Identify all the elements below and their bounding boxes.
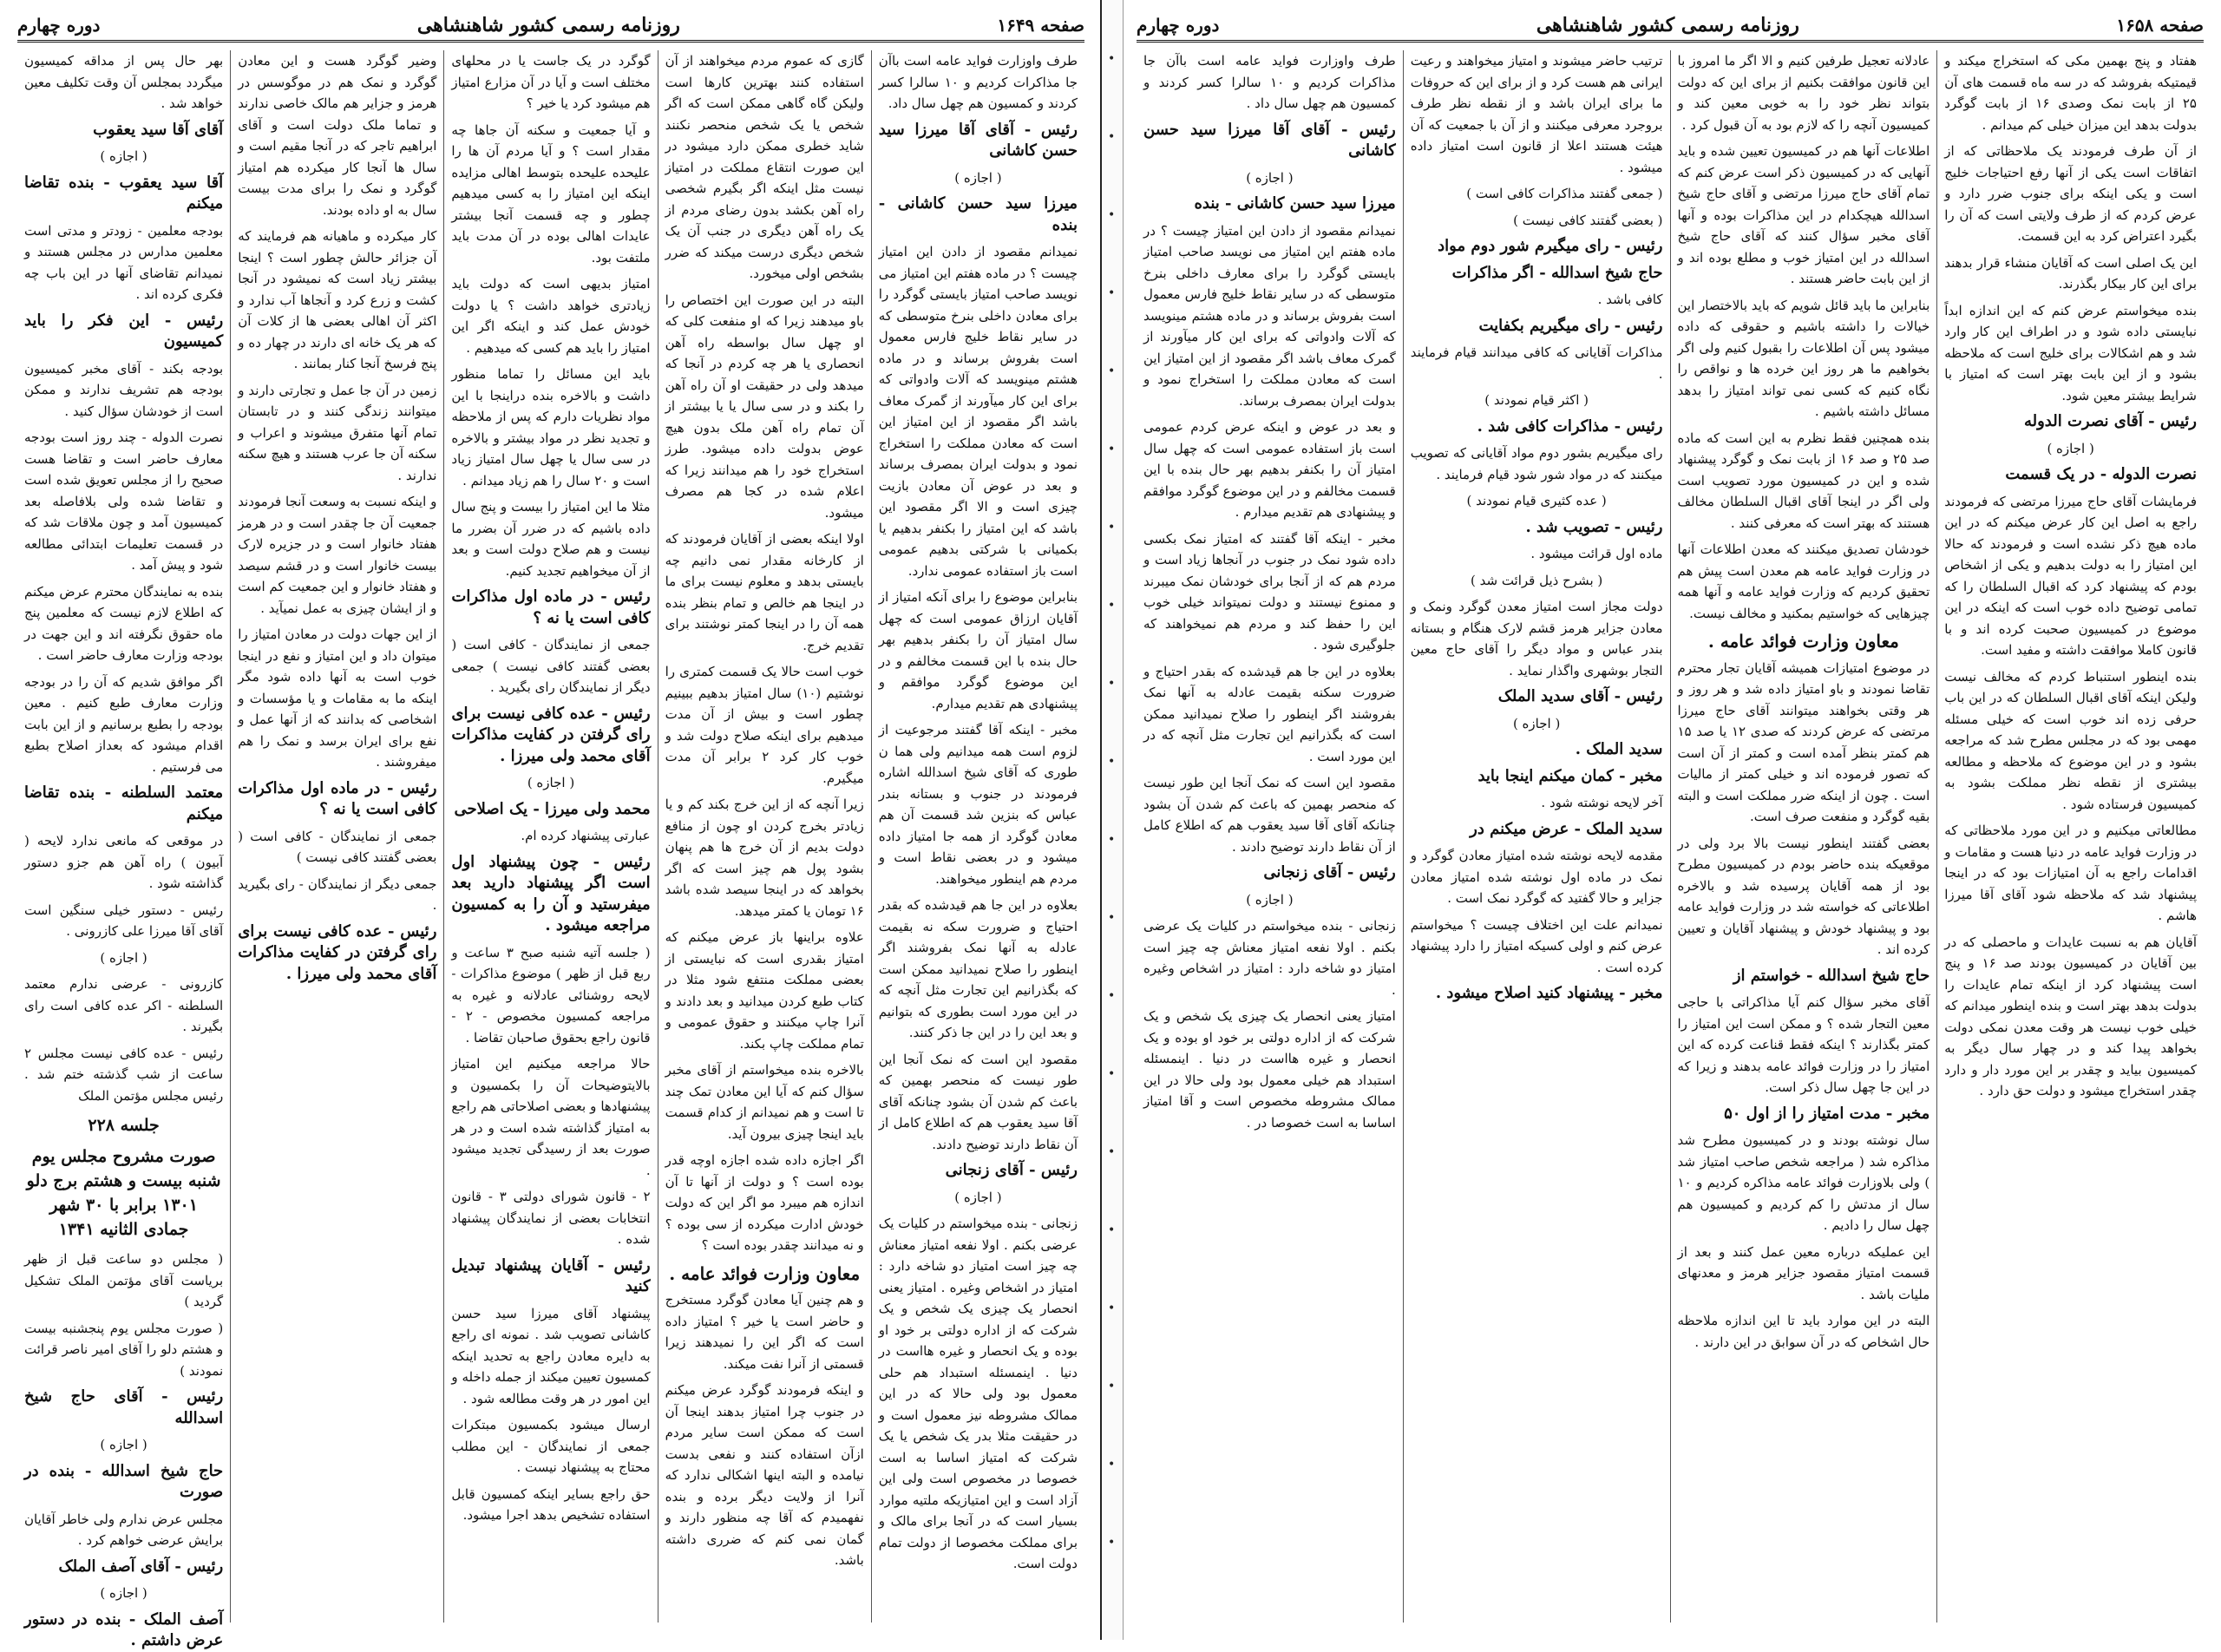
speaker-line: رئیس - تصویب شد . — [1525, 517, 1663, 536]
paragraph: طرف واوزارت فواید عامه است باآن جا مذاکرات کردیم و ۱۰ سالرا کسر کردند و کمسیون هم چهل سال داد . — [1143, 53, 1396, 111]
paragraph: بالاخره بنده میخواستم از آقای مخبر سؤال کنم که آیا این معادن تمک چند تا است و هم نمیدانم از کدام قسمت باید اینجا چیزی بیرون آید. — [665, 1062, 864, 1142]
speaker-line: میرزا سید حسن کاشانی - بنده — [878, 194, 1078, 234]
text-column — [1670, 50, 1937, 1622]
paragraph: ۲ - قانون شورای دولتی ۳ - قانون انتخابات بعضی از نمایندگان پیشنهاد شده . — [451, 1189, 651, 1247]
gutter-hole: • — [1108, 52, 1116, 66]
permission-note: ( اکثر قیام نمودند ) — [1484, 392, 1589, 408]
paragraph: کار میکرده و ماهیانه هم فرمایند که آن جزائر حالش چطور است ؟ اینجا بیشتر زیاد است که نمیشود در آنجا کشت و زرع کرد و آنجاها آب ندارد و اکثر آن اهالی بعضی ها از کلات آن که هر یک خانه ای دارند در چهار ده و پنج فرسخ آنجا کنار بمانند . — [238, 228, 437, 371]
paragraph: اولا اینکه بعضی از آقایان فرمودند که از کارخانه مقدار نمی دانیم چه بایستی بدهد و معلوم نیست برای ما در اینجا هم خالص و تمام بنظر بنده همه آن را در اینجا کمتر نوشتند برای تقدیم خرج. — [665, 531, 864, 653]
paragraph: عبارتی پیشنهاد کرده ام. — [521, 828, 651, 843]
paragraph: حق راجع بسایر اینکه کمسیون قابل استفاده تشخیص بدهد اجرا میشود. — [451, 1485, 651, 1523]
left-page-masthead: روزنامه رسمی کشور شاهنشاهی — [416, 14, 680, 36]
paragraph: آقای مخبر سؤال کنم آیا مذاکراتی با حاجی معین التجار شده ؟ و ممکن است این امتیاز را کمتر بگذارند ؟ اینکه فقط قناعت کرده که این امتیاز را در وزارت فوائد عامه بدهند و زیرا که در این جا چهل سال ذکر است. — [1677, 994, 1930, 1095]
paragraph: در موقعی که مانعی ندارد لایحه ( آبیون ) راه آهن هم جزو دستور گذاشته شود . — [23, 833, 224, 891]
speaker-line: محمد ولی میرزا - یک اصلاحی — [454, 799, 651, 818]
text-column — [230, 50, 443, 1622]
permission-note: ( اجازه ) — [100, 949, 147, 966]
speaker-line: مخبر - کمان میکنم اینجا باید — [1477, 766, 1663, 785]
paragraph: حالا مراجعه میکنیم این امتیاز بالایتوضیحات آن را بکمسیون و پیشنهادها و بعضی اصلاحاتی هم راجع به امتیاز گذاشته شده است و در هر صورت بعد از رسیدگی تجدید میشود . — [451, 1056, 651, 1178]
gutter-hole: • — [1108, 1380, 1116, 1393]
left-page — [0, 0, 1102, 1649]
paragraph: جمعی از نمایندگان - کافی است ( بعضی گفتند کافی نیست ) — [238, 828, 437, 865]
speaker-line: نصرت الدوله - در یک قسمت — [2005, 465, 2197, 483]
paragraph: امتیاز بدیهی است که دولت باید زیادتری خواهد داشت ؟ یا دولت خودش عمل کند و اینکه اگر این امتیاز را باید هم کسی که میدهیم . — [451, 276, 651, 356]
left-page-columns — [17, 50, 1084, 1649]
paragraph: نمیدانم مقصود از دادن این امتیاز چیست ؟ در ماده هفتم این امتیاز می نویسد صاحب امتیاز بایستی گوگرد را برای معادن داخلی بنرخ متوسطی که در سایر نقاط خلیج فارس معمول است بفروش برساند و در ماده هشتم مینویسد که آلات وادواتی که برای این کار میآورند از گمرک معاف باشد اگر مقصود از این امتیاز این است که معادن مملکت را استخراج نمود و بدولت ایران بمصرف برساند و بعد در عوض آن معادن بازیت چیزی است و الا اگر مقصود این باشد که این امتیاز را بکنفر بدهیم یا بکمیانی با شرکتی بدهیم عمومی است باز استفاده عمومی ندارد. — [878, 244, 1078, 579]
paragraph: بودجه معلمین - زودتر و مدتی است معلمین مدارس در مجلس هستند و نمیدانم تقاضای آنها در این باب چه فکری کرده اند . — [23, 222, 224, 302]
gutter-hole: • — [1108, 1458, 1116, 1472]
paragraph: بعلاوه در این جا هم قیدشده که بقدر احتیاج و ضرورت سکنه بقیمت عادله به آنها نمک بفروشند اگر اینطور را صلاح نمیدانید ممکن است که بگذرانیم این تجارت مثل آنچه که در این مورد است . — [1143, 663, 1396, 764]
gutter-hole: • — [1108, 442, 1116, 456]
paragraph: بنده میخواستم عرض کنم که این اندازه ابداً نبایستی داده شود و در اطراف این کار وارد شد و هم اشکالات برای خلیج است که ملاحظه بشود و از این بابت بهتر است که امتیاز با شرایط بیشتر معین شود. — [1944, 302, 2197, 403]
text-column — [1403, 50, 1670, 1622]
paragraph: بهر حال پس از مداقه کمیسیون میگردد بمجلس آن وقت تکلیف معین خواهد شد . — [23, 53, 224, 111]
paragraph: از این جهات دولت در معادن امتیاز را میتوان داد و این امتیاز و نفع در اینجا خوب است به آنها داده شود مگر اینکه ما به مقامات و یا مؤسسات و اشخاصی که بدانند که از آنها عمل و نفع برای ایران برسد و نمک را هم میفروشند . — [238, 626, 437, 770]
speaker-line: رئیس - آقای زنجانی — [1263, 863, 1396, 882]
paragraph: مقدمه لایحه نوشته شده امتیاز معادن گوگرد و نمک در ماده اول نوشته شده امتیاز معادن جزایر و حالا گفتید که گوگرد نمک است . — [1410, 848, 1663, 906]
permission-note: ( اجازه ) — [1512, 715, 1561, 731]
gutter-hole: • — [1108, 364, 1116, 378]
paragraph: رئیس - عده کافی نیست مجلس ۲ ساعت از شب گذشته ختم شد . رئیس مجلس مؤتمن الملک — [23, 1045, 224, 1104]
paragraph: بنده اینطور استنباط کردم که مخالف نیست ولیکن اینکه آقای اقبال السلطان که در این باب حرفی زده اند خوب است که خیلی مسئله مهمی بود که در مجلس مطرح شد که مراجعه بشود و در این موضوع که ملاحظه و مطالعه بیشتری از نقطه نظر مملکت بشود به کمیسیون فرستاده شود . — [1944, 668, 2197, 812]
paragraph: زمین در آن جا عمل و تجارتی دارند و میتوانند زندگی کنند و در تابستان تمام آنها متفرق میشوند و اعراب و سکنه آن جا عرب هستند و هیچ سکنه ندارند . — [238, 382, 437, 483]
paragraph: مخبر - اینکه آقا گفتند مرجوعیت از لزوم است همه میدانیم ولی هما ن طوری که آقای شیخ اسدالله اشاره فرمودند در جنوب و بستانه بندر عباس که بنزین شد قسمت آن هم معادن گوگرد از همه جا امتیاز داده میشود و در بعضی نقاط است و مردم هم اینطور میخواهند. — [878, 722, 1078, 887]
right-page-masthead: روزنامه رسمی کشور شاهنشاهی — [1536, 14, 1799, 36]
section-heading: معاون وزارت فوائد عامه . — [669, 1262, 861, 1284]
paragraph: طرف واوزارت فواید عامه است باآن جا مذاکرات کردیم و ۱۰ سالرا کسر کردند و کمسیون هم چهل سال داد. — [878, 53, 1078, 111]
gutter-hole: • — [1108, 1301, 1116, 1315]
paragraph: مثلا ما این امتیاز را بیست و پنج سال داده باشیم که در ضرر آن بضرر ما نیست و هم صلاح دولت است و بعد از آن میخواهیم تجدید کنیم. — [451, 499, 651, 579]
paragraph: مقصود این است که نمک آنجا این طور نیست که منحصر بهمین که باعث کم شدن آن بشود چنانکه آقای آقا سید یعقوب هم که اطلاع کامل از آن نقاط دارند توضیح دادند . — [1143, 775, 1396, 855]
permission-note: ( اجازه ) — [954, 169, 1002, 186]
left-page-number: صفحه ۱۶۴۹ — [997, 15, 1084, 36]
speaker-line: رئیس - رای میگیریم بکفایت — [1478, 316, 1663, 335]
paragraph: ماده اول قرائت میشود . — [1530, 546, 1663, 561]
permission-note: ( عده کثیری قیام نمودند ) — [1466, 493, 1607, 508]
permission-note: ( اجازه ) — [2047, 440, 2094, 456]
speaker-line: رئیس - آقای آقا میرزا سید حسن کاشانی — [1143, 120, 1396, 160]
paragraph: فرمایشات آقای حاج میرزا مرتضی که فرمودند راجع به اصل این کار عرض میکنم که در این ماده هیچ ذکر نشده است و فرمودند که حالا این امتیاز را به دولت بدهیم و یکی از اشخاص بودم که پیشنهاد کرد که اقبال السلطان را که تمامی توضیح داده خوب است که اینکه در این موضوع در کمیسیون صحبت کرده اند و با قانون کاملا موافقت داشته و مفید است. — [1944, 493, 2197, 658]
gutter-hole: • — [1108, 677, 1116, 691]
paragraph: بعلاوه در این جا هم قیدشده که بقدر احتیاج و ضرورت سکه نه بقیمت عادله به آنها نمک بفروشند اگر اینطور را صلاح نمیدانید ممکن است که بگذرانیم این تجارت مثل آنچه که در این مورد است بطوری که بتوانیم و بعد این را در این جا ذکر کنند. — [878, 897, 1078, 1040]
paragraph: بعضی گفتند اینطور نیست بالا برد ولی در موقعیکه بنده حاضر بودم در کمیسیون مطرح بود از همه آقایان پرسیده شد و بالاخره اطلاعاتی که خواسته شد در وزارت فواید عامه بود و پیشنهاد خودش و پیشنهاد آقایان و تعیین کرده اند . — [1677, 835, 1930, 957]
speaker-line: رئیس - آقای حاج شیخ اسدالله — [23, 1387, 224, 1427]
paragraph: اگر موافق شدیم که آن را در بودجه وزارت معارف طبع کنیم . معین بودجه را بطبع برسانیم و از این بابت اقدام میشود که بعداز اصلاح بطبع می فرستیم . — [23, 673, 224, 775]
paragraph: این عملیکه درباره معین عمل کنند و بعد از قسمت امتیاز مقصود جزایر هرمز و معدنهای ملیات باشد . — [1677, 1243, 1930, 1302]
paragraph: اطلاعات آنها هم در کمیسیون تعیین شده و باید آنهایی که در کمیسیون ذکر است عرض کنم که تمام آقای حاج میرزا مرتضی و آقای حاج شیخ اسدالله هیچکدام در این مذاکرات بوده و آنها آقای مخبر سؤال کنند که آقای حاج شیخ اسدالله در این امتیاز خوب و مطلع بوده اند و از این بابت حاضر هستند . — [1677, 143, 1930, 286]
paragraph: ( صورت مجلس یوم پنجشنبه بیست و هشتم دلو را آقای امیر ناصر قرائت نمودند ) — [23, 1320, 224, 1379]
speaker-line: مخبر - پیشنهاد کنید اصلاح میشود . — [1435, 984, 1663, 1002]
paragraph: رئیس - دستور خیلی سنگین است آقای آقا میرزا علی کازرونی . — [23, 901, 224, 939]
speaker-line: رئیس - آقای سدید الملک — [1497, 687, 1663, 705]
text-column — [658, 50, 871, 1622]
speaker-line: رئیس - رای میگیرم شور دوم مواد — [1438, 237, 1663, 255]
paragraph: نمیدانم مقصود از دادن این امتیاز چیست ؟ در ماده هفتم این امتیاز می نویسد صاحب امتیاز بایستی گوگرد را برای معارف داخلی بنرخ متوسطی که در سایر نقاط خلیج فارس معمول است بفروش برساند و در ماده هشتم مینویسد که آلات وادواتی که برای این کار میآورند از گمرک معاف باشد اگر مقصود از این امتیاز این است که معادن مملکت را استخراج نمود و بدولت ایران بمصرف برساند. — [1143, 222, 1396, 409]
text-column — [17, 50, 230, 1649]
paragraph: کازرونی - عرضی ندارم معتمد السلطنه - اکر عده کافی است رای بگیرند . — [23, 976, 224, 1034]
left-page-period: دوره چهارم — [17, 15, 101, 36]
speaker-line: رئیس - عده کافی نیست برای رای گرفتن در کفایت مذاکرات آقای محمد ولی میرزا . — [451, 704, 651, 765]
paragraph: ( جمعی گفتند مذاکرات کافی است ) — [1466, 186, 1663, 201]
speaker-line: آقای آقا سید یعقوب — [93, 120, 224, 139]
paragraph: هفتاد و پنج بهمین مکی که استخراج میکند و قیمتیکه بفروشد که در سه ماه قسمت های آن ۲۵ از بابت نمک وصدی ۱۶ از بابت گوگرد بدولت بدهد این میزان خیلی کم میدانم . — [1944, 53, 2197, 133]
paragraph: در موضوع امتیازات همیشه آقایان تجار محترم تقاضا نمودند و باو امتیاز داده شد و هر روز و هر وقتی بخواهند میتوانند آقای حاج میرزا مرتضی که عرض کردند که صدی ۱۲ یا صد ۱۵ هم کمتر بنظر آمده است و کمتر از آن است که تصور فرموده اند و خیلی کمتر از مالیات است . چون از اینکه ضرر مملکت است و البته بقیه گوگرد و منفعت صرف است. — [1677, 659, 1930, 824]
speaker-line: آصف الملک - بنده در دستور عرض داشتم . — [23, 1609, 224, 1649]
permission-note: ( اجازه ) — [100, 148, 147, 164]
paragraph: آخر لایحه نوشته شود . — [1541, 795, 1663, 810]
paragraph: سال نوشته بودند و در کمیسیون مطرح شد مذاکره شد ( مراجعه شخص صاحب امتیاز شد ) ولی بلاوزارت فوائد عامه مذاکره کردیم و ۱۰ سال از مدتش را کم کردیم و کمیسیون هم چهل سال را دادیم . — [1677, 1132, 1930, 1233]
paragraph: وضیر گوگرد هست و این معادن گوگرد و نمک هم در موگوسس در هرمز و جزایر هم مالک خاصی ندارند و تماما ملک دولت است و آقای ابراهیم تاجر که در آنجا مقیم است و سال ها آنجا کار میکرده هم امتیاز گوگرد و نمک را برای مدت بیست سال به او داده بودند. — [238, 53, 437, 218]
paragraph: ( مجلس دو ساعت قبل از ظهر بریاست آقای مؤتمن الملک تشکیل گردید ) — [23, 1251, 224, 1309]
gutter-hole: • — [1108, 833, 1116, 847]
speaker-line: معتمد السلطنه - بنده تقاضا میکنم — [23, 783, 224, 823]
gutter-hole: • — [1108, 911, 1116, 925]
speaker-line: رئیس - چون پیشنهاد اول است اگر پیشنهاد دارید بعد میفرستید و آن را به کمسیون مراجعه میشود . — [451, 852, 651, 934]
paragraph: و اینکه نسبت به وسعت آنجا فرمودند جمعیت آن جا چقدر است و در هرمز هفتاد خانوار است و در جزیره لارک بیست خانوار است و در قشم سیصد و هفتاد خانوار و این جمعیت کم است و از ایشان چیزی به عمل نمیآید . — [238, 494, 437, 616]
permission-note: ( اجازه ) — [1246, 891, 1294, 908]
paragraph: این یک اصلی است که آقایان منشاء قرار بدهند برای این کار بیکار بگذرند. — [1944, 254, 2197, 292]
paragraph: ( جلسه آتیه شنبه صبح ۳ ساعت و ربع قبل از ظهر ) موضوع مذاکرات - لایحه روشنائی عادلانه و غیره به مراجعه کمسیون مخصوص - ۲ - قانون راجع بحقوق صاحبان تقاضا . — [451, 944, 651, 1046]
paragraph: امتیاز یعنی انحصار یک چیزی یک شخص و یک شرکت که از اداره دولتی بر خود او بوده و یک انحصار و غیره هااست در دنیا . اینمسئله استبداد هم خیلی معمول بود ولی حالا در این ممالک مشروطه مخصوص است و آقا امتیاز اساسا به است خصوصا در . — [1143, 1008, 1396, 1131]
speaker-line: رئیس - عده کافی نیست برای رای گرفتن در کفایت مذاکرات آقای محمد ولی میرزا . — [238, 921, 437, 983]
paragraph: زیرا آنچه که از این خرج بکند کم و یا زیادتر بخرج کردن او چون از منافع دولت بدیم از آن خرج ها هم پنهان بشود پول هم چیز است که اگر بخواهد که در اینجا سیصد شده باشد ۱۶ تومان یا کمتر میدهد. — [665, 796, 864, 919]
paragraph: زنجانی - بنده میخواستم در کلیات یک عرضی بکنم . اولا نفعه امتیاز معناش چه چیز است امتیاز دو شاخه دارد : امتیاز در اشخاص وغیره . — [1143, 918, 1396, 998]
paragraph: بودجه بکند - آقای مخبر کمیسیون بودجه هم تشریف ندارند و ممکن است از خودشان سؤال کنید . — [23, 360, 224, 419]
paragraph: دولت مجاز است امتیاز معدن گوگرد ونمک و معادن جزایر هرمز قشم لارک هنگام و بستانه بندر عباس و مواد دیگر را آقای حاج معین التجار بوشهری واگذار نماید . — [1410, 599, 1663, 678]
speaker-line: رئیس - آقای آصف الملک — [58, 1557, 224, 1576]
permission-note: ( اجازه ) — [527, 775, 575, 790]
paragraph: بنده همچنین فقط نظرم به این است که ماده صد ۲۵ و صد ۱۶ از بابت نمک و گوگرد پیشنهاد شده و این در کمیسیون مورد تصویب است ولی اگر در اینجا آقای اقبال السلطان مخالف هستند که بهتر است که معرفی کنند . — [1677, 429, 1930, 531]
permission-note: ( اجازه ) — [1246, 169, 1294, 186]
speaker-line: رئیس - آقای آقا میرزا سید حسن کاشانی — [878, 120, 1078, 160]
paragraph: پیشنهاد آقای میرزا سید حسن کاشانی تصویب شد . نمونه ای راجع به دایره معادن راجع به تحدید اینکه کمسیون تعیین میکند از جمله داخله و این امور در هر وقت مطالعه شود . — [451, 1305, 651, 1406]
paragraph: خودشان تصدیق میکنند که معدن اطلاعات آنها در وزارت فواید عامه هم معدن است پیش هم تحقیق کردیم که وزارت فواید عامه و آنها همه چیزهایی که خواستیم بمکنید و مخالف نیست. — [1677, 541, 1930, 621]
speaker-line: رئیس - مذاکرات کافی شد . — [1477, 416, 1663, 436]
right-page — [1119, 0, 2221, 1640]
paragraph: خوب است حالا یک قسمت کمتری را نوشتیم (۱۰) سال امتیاز بدهیم ببینیم چطور است و بیش از آن مدت میدهیم برای اینکه صلاح دولت شد و خوب کار کرد ۲ برابر آن مدت میگیرم. — [665, 664, 864, 786]
permission-note: ( بشرح ذیل قرائت شد ) — [1471, 572, 1603, 588]
paragraph: و هم چنین آیا معادن گوگرد مستخرج و حاضر است یا خیر ؟ امتیاز داده است که اگر این را نمیدهند زیرا قسمتی از آنرا نفت میکند. — [665, 1292, 864, 1372]
gutter-hole: • — [1108, 1536, 1116, 1550]
text-column — [871, 50, 1084, 1622]
paragraph: باید این مسائل را تماما منظور داشت و بالاخره بنده دراینجا با این مواد نظریات دارم که پس از ملاحظه و تجدید نظر در مواد بیشتر و بالاخره در سی سال یا چهل سال امتیاز زیاد است و ۲۰ سال را هم زیاد میدانم . — [451, 366, 651, 488]
paragraph: علاوه براینها باز عرض میکنم که امتیاز بقدری است که نبایستی از بعضی مملکت منتفع شود مثلا در کتاب طبع کردن میدانید و بعد دادند و آنرا چاپ میکنند و حقوق عمومی و تمام مملکت چاپ بکند. — [665, 929, 864, 1052]
paragraph: کافی باشد . — [1597, 292, 1663, 307]
speaker-line: رئیس - آقای زنجانی — [945, 1161, 1078, 1179]
paragraph: گوگرد در یک جاست یا در محلهای مختلف است و آیا در آن مزارع امتیاز هم میشود کرد یا خیر ؟ — [451, 53, 651, 111]
paragraph: اگر اجازه داده شده اجازه اوچه قدر بوده است ؟ و دولت از آنها تا آن اندازه هم میبرد مو اگر این که دولت خودش ادارت میکرده از سی بوده ؟ و نه میدانند چقدر بوده است ؟ — [665, 1152, 864, 1253]
gutter-hole: • — [1108, 599, 1116, 613]
paragraph: زنجانی - بنده میخواستم در کلیات یک عرضی بکنم . اولا نفعه امتیاز معناش چه چیز است امتیاز دو شاخه دارد : امتیاز در اشخاص وغیره . امتیاز یعنی انحصار یک چیزی یک شخص و یک شرکت که از اداره دولتی بر خود او بوده و یک انحصار و غیره هااست در دنیا . اینمسئله استبداد هم حلی معمول بود ولی حالا که در این ممالک مشروطه نیز معمول است و در حقیقت مثلا بدر یک شخص یا یک شرکت که امتیاز اساسا به است خصوصا در مخصوص است ولی این آزاد است و این امتیازیکه ملتیه موارد بسیار است که در آنجا برای مالک و برای مملکت مخصوصا از دولت تمام دولت است. — [878, 1216, 1078, 1571]
paragraph: نمیدانم علت این اختلاف چیست ؟ میخواستم عرض کنم و اولی کسیکه امتیاز را دارد پیشنهاد کرده است . — [1410, 916, 1663, 975]
paragraph: البته در این صورت این اختصاص را باو میدهند زیرا که او منفعت کلی که او چهل سال بواسطه راه آهن انحصاری یا هر چه کردم در آنجا که میدهد ولی در حقیقت او آن راه آهن را بکند و در سی سال یا یا بیشتر از آن تمام راه آهن ملک بدون هیچ عوض بدولت داده میشود. طرز استخراج خود را هم میدانند زیرا که اعلام شده در کجا هم مصرف میشود. — [665, 292, 864, 521]
paragraph: از آن طرف فرمودند یک ملاحظاتی که از اتفاقات است یکی از آنها رفع احتیاجات خلیج است و یکی اینکه برای جنوب ضرر دارد و عرض کردم که از طرف ولایتی است که آن را بگیرد اعتراض کرد به این قسمت. — [1944, 143, 2197, 244]
left-page-header — [17, 10, 1084, 43]
paragraph: رای میگیریم بشور دوم مواد آقایانی که تصویب میکنند که در مواد شور شود قیام فرمایند . — [1410, 445, 1663, 482]
gutter-hole: • — [1108, 286, 1116, 300]
paragraph: و اینکه فرمودند گوگرد عرض میکنم در جنوب چرا امتیاز بدهند اینجا آن است که ممکن است سایر مردم ازآن استفاده کنند و نفعی بدست نیامده و البته اینها اشکالی ندارد که آنرا از ولایت دیگر برده و بنده نفهمیدم که آقا چه منظور دارند و گمان نمی کنم که ضرری داشته باشد. — [665, 1382, 864, 1568]
gutter-hole: • — [1108, 208, 1116, 222]
gutter-hole: • — [1108, 989, 1116, 1003]
paragraph: ( بعضی گفتند کافی نیست ) — [1513, 212, 1663, 228]
speaker-line: حاج شیخ اسدالله - خواستم از — [1733, 966, 1930, 985]
paragraph: جمعی دیگر از نمایندگان - رای بگیرید . — [238, 875, 437, 913]
text-column — [1936, 50, 2204, 1622]
speaker-line: رئیس - این فکر را باید کمیسیون — [23, 311, 224, 351]
speaker-line: رئیس - در ماده اول مذاکرات کافی است یا نه ؟ — [238, 778, 437, 818]
paragraph: بنده به نمایندگان محترم عرض میکنم که اطلاع لازم نیست که معلمین پنج ماه حقوق نگرفته اند و این جهت در بودجه وزارت معارف حاضر است . — [23, 583, 224, 663]
gutter-hole: • — [1108, 521, 1116, 534]
paragraph: مخبر - اینکه آقا گفتند که امتیاز نمک بکسی داده شود نمک در جنوب در آنجاها زیاد است و مردم هم که از آنجا برای خودشان نمک میبرند و ممنوع نیستند و دولت نمیتواند خیلی خوب این را حفظ کند و مردم هم نمیخواهند که جلوگیری شود . — [1143, 530, 1396, 652]
text-column — [443, 50, 657, 1622]
paragraph: ترتیب حاضر میشوند و امتیاز میخواهند و رعیت ایرانی هم هست کرد و از برای این که حروفات ما برای ایران باشد و از نقطه نظر طرف بروجرد معرفی میکنند و از آن با جمعیت که آن هیئت هستند اعلا از قانون است امتیاز داده میشود . — [1410, 53, 1663, 175]
section-heading: معاون وزارت فوائد عامه . — [1707, 631, 1899, 652]
paragraph: عادلانه تعجیل طرفین کنیم و الا اگر ما امروز با این قانون موافقت بکنیم از برای این که دولت بتواند نظر خود را به خوبی معین کند و کمیسیون آنچه را که لازم بود به آن قبول کرد . — [1677, 53, 1930, 133]
paragraph: البته در این موارد باید تا این اندازه ملاحظه حال اشخاص که در آن سوابق در این دارند . — [1677, 1313, 1930, 1350]
right-page-number: صفحه ۱۶۵۸ — [2116, 15, 2204, 36]
gutter-hole: • — [1108, 755, 1116, 769]
paragraph: آقایان هم به نسبت عایدات و ماحصلی که در بین آقایان در کمیسیون بودند صد ۱۶ و پنج است پیشنهاد کرد از اینکه تمام عایدات را بدولت بدهد بهتر است و بنده اینطور میدانم که خیلی خوب نیست هر وقت معدن نمکی دولت بخواهد پیدا کند و در چهار سال دیگر به کمیسیون بیاید و چقدر بر این مورد دار و دارد چقدر استخراج میشود و دولت حق دارد . — [1944, 934, 2197, 1098]
speaker-line: سدید الملک . — [1575, 740, 1663, 758]
speaker-line: میرزا سید حسن کاشانی - بنده — [1194, 194, 1396, 213]
paragraph: نصرت الدوله - چند روز است بودجه معارف حاضر است و تقاضا هست صحیح را از مجلس تعویق شده است و تقاضا شده ولی بلافاصله بعد کمیسیون آمد و چون ملاقات شد که در قسمت تعلیمات ابتدائی مطالعه شود و پیش آمد . — [23, 429, 224, 573]
paragraph: مطالعاتی میکنیم و در این مورد ملاحظاتی که در وزارت فواید عامه در دنیا هست و مقامات و اقدامات راجع به آن امتیازات بود که در اینجا پیشنهاد شد که ملاحظه شود آقای آقا میرزا هاشم . — [1944, 823, 2197, 923]
session-heading: صورت مشروح مجلس یوم شنبه بیست و هشتم برج دلو ۱۳۰۱ برابر با ۳۰ شهر جمادی الثانیه ۱۳۴۱ — [26, 1147, 221, 1239]
gutter-hole: • — [1108, 1067, 1116, 1081]
speaker-line: رئیس - آقای نصرت الدوله — [2023, 412, 2197, 430]
paragraph: مقصود این است که نمک آنجا این طور نیست که منحصر بهمین که باعث کم شدن آن بشود چنانکه آقای آقا سید یعقوب هم که اطلاع کامل از آن نقاط دارند توضیح دادند. — [878, 1051, 1078, 1152]
paragraph: گازی که عموم مردم میخواهند از آن استفاده کنند بهترین کارها است ولیکن گاه گاهی ممکن است که اگر شخص یا یک شخص منحصر نکنند شاید خطری ممکن دارد میشود در این صورت انتقاع مملکت در امتیاز نیست مثل اینکه اگر بگیرم شخصی راه آهن بکشد بدون رضای مردم از یک راه آهن دیگری در جنب آن یک شخص دیگری درست میکند که ضرر بشخص اولی میخورد. — [665, 53, 864, 281]
permission-note: ( اجازه ) — [100, 1437, 147, 1452]
speaker-line: حاج شیخ اسدالله - بنده در صورت — [23, 1461, 224, 1501]
paragraph: و آیا جمعیت و سکنه آن جاها چه مقدار است ؟ و آیا مردم آن ها را علیحده علیحده بتوسط اهالی مزایده اینکه این امتیاز را به کسی میدهیم چطور و چه قسمت آنجا بیشتر عایدات اهالی بوده در آن مدت باید ملتفت بود. — [451, 121, 651, 266]
speaker-line: رئیس - آقایان پیشنهاد تبدیل کنید — [451, 1255, 651, 1295]
speaker-line: رئیس - در ماده اول مذاکرات کافی است یا نه ؟ — [451, 587, 651, 627]
speaker-line: آقا سید یعقوب - بنده تقاضا میکنم — [23, 173, 224, 213]
paragraph: مجلس عرض ندارم ولی خاطر آقایان برایش عرضی خواهم کرد . — [23, 1511, 224, 1548]
paragraph: و بعد در عوض و اینکه عرض کردم عمومی است باز استفاده عمومی است که چهل سال امتیاز آن را بکنفر بدهیم بهر حال بنده با این قسمت مخالفم و در این موضوع گوگرد موافقم و پیشنهادی هم تقدیم میدارم . — [1143, 419, 1396, 520]
right-page-columns — [1137, 50, 2204, 1622]
text-column — [1137, 50, 1403, 1622]
paragraph: بنابراین موضوع را برای آنکه امتیاز از آقایان ارزاق عمومی است که چهل سال امتیاز آن را بکنفر بدهیم بهر حال بنده با این قسمت مخالفم و در این موضوع گوگرد موافقم و پیشنهادی هم تقدیم میدارم. — [878, 589, 1078, 711]
gutter-hole: • — [1108, 130, 1116, 144]
paragraph: ارسال میشود بکمسیون مبتکرات جمعی از نمایندگان - این مطلب محتاج به پیشنهاد نیست . — [451, 1417, 651, 1475]
paragraph: مذاکرات آقایانی که کافی میدانند قیام فرمایند . — [1410, 344, 1663, 382]
gutter-hole: • — [1108, 1223, 1116, 1237]
speaker-line: سدید الملک - عرض میکنم در — [1470, 819, 1663, 838]
gutter-hole: • — [1108, 1145, 1116, 1159]
speaker-line: مخبر - مدت امتیاز را از اول ۵۰ — [1724, 1104, 1930, 1123]
speaker-line: حاج شیخ اسدالله - اگر مذاکرات — [1451, 263, 1663, 282]
right-page-period: دوره چهارم — [1137, 15, 1220, 36]
permission-note: ( اجازه ) — [954, 1189, 1002, 1205]
paragraph: جمعی از نمایندگان - کافی است ( بعضی گفتند کافی نیست ) جمعی دیگر از نمایندگان رای بگیرید . — [451, 637, 651, 695]
right-page-header — [1137, 10, 2204, 43]
session-heading: جلسه ۲۲۸ — [88, 1116, 160, 1135]
paragraph: بنابراین ما باید قائل شویم که باید بالاختصار این خیالات را داشته باشیم و حقوقی که داده میشود پس آن اطلاعات را بقبول کنیم ولی اگر بخواهیم ما هر روز این خرده ها و نواقص را نگاه کنیم که کسی نمی تواند امتیاز را بدهد مسائل داشته باشیم . — [1677, 297, 1930, 419]
permission-note: ( اجازه ) — [100, 1585, 147, 1601]
